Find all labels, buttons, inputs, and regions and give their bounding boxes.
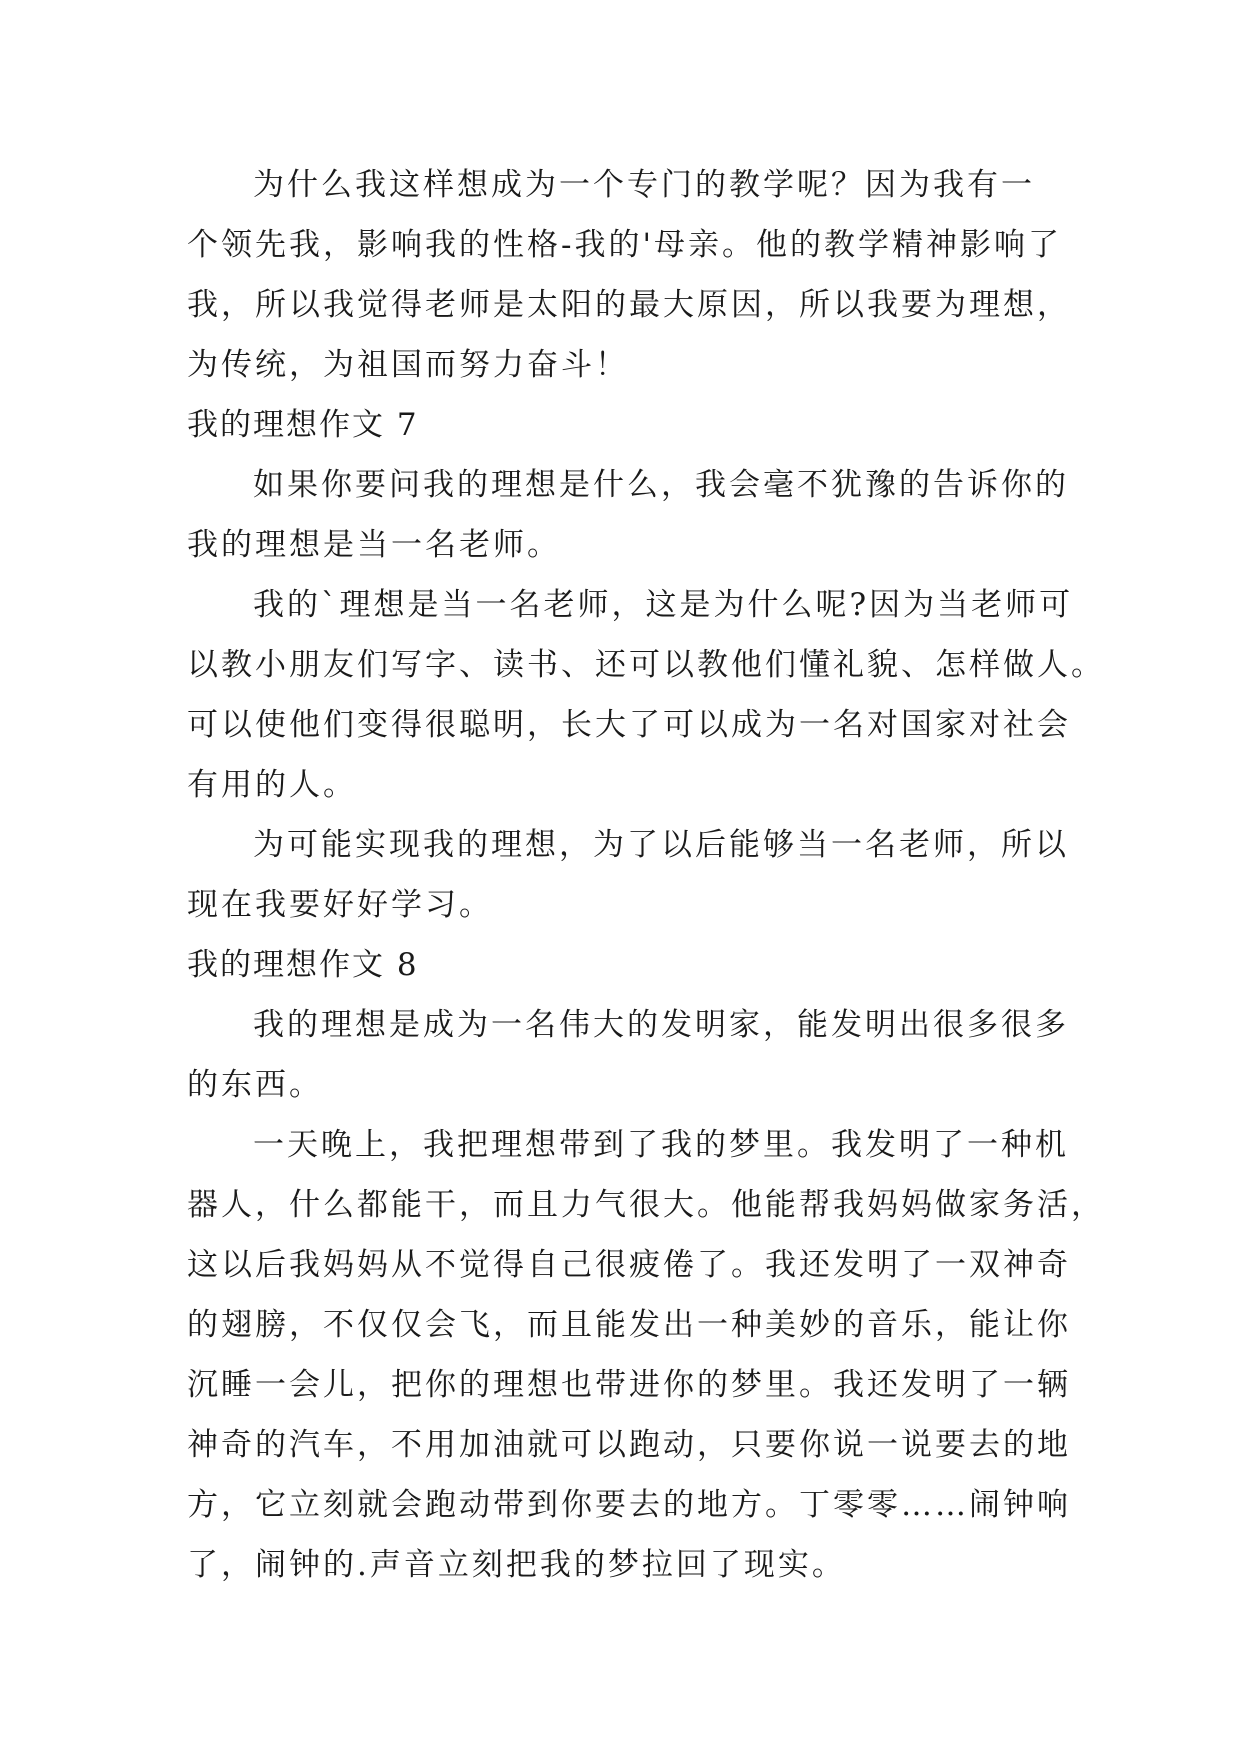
section-heading: 我的理想作文 7 [187, 407, 419, 443]
paragraph-line: 沉睡一会儿，把你的理想也带进你的梦里。我还发明了一辆 [187, 1367, 1071, 1403]
paragraph-line: 有用的人。 [187, 767, 357, 803]
paragraph-line: 方，它立刻就会跑动带到你要去的地方。丁零零……闹钟响 [187, 1487, 1071, 1523]
paragraph-line: 为传统，为祖国而努力奋斗！ [187, 347, 629, 383]
paragraph-line: 以教小朋友们写字、读书、还可以教他们懂礼貌、怎样做人。 [187, 647, 1105, 683]
paragraph-line: 为可能实现我的理想，为了以后能够当一名老师，所以 [253, 827, 1069, 863]
section-heading: 我的理想作文 8 [187, 947, 419, 983]
paragraph-line: 可以使他们变得很聪明，长大了可以成为一名对国家对社会 [187, 707, 1071, 743]
paragraph-line: 现在我要好好学习。 [187, 887, 493, 923]
paragraph-line: 这以后我妈妈从不觉得自己很疲倦了。我还发明了一双神奇 [187, 1247, 1071, 1283]
paragraph-line: 的东西。 [187, 1067, 323, 1103]
paragraph-line: 我的理想是成为一名伟大的发明家，能发明出很多很多 [253, 1007, 1069, 1043]
paragraph-line: 我的理想是当一名老师。 [187, 527, 561, 563]
paragraph-line: 我，所以我觉得老师是太阳的最大原因，所以我要为理想， [187, 287, 1071, 323]
document-body [187, 155, 1105, 1595]
paragraph-line: 如果你要问我的理想是什么，我会毫不犹豫的告诉你的 [253, 467, 1069, 503]
paragraph-line: 个领先我，影响我的性格-我的'母亲。他的教学精神影响了 [187, 227, 1062, 263]
paragraph-line: 了，闹钟的.声音立刻把我的梦拉回了现实。 [187, 1547, 846, 1583]
paragraph-line: 器人，什么都能干，而且力气很大。他能帮我妈妈做家务活， [187, 1187, 1105, 1223]
paragraph-line: 一天晚上，我把理想带到了我的梦里。我发明了一种机 [253, 1127, 1069, 1163]
paragraph-line: 为什么我这样想成为一个专门的教学呢？因为我有一 [253, 167, 1035, 203]
paragraph-line: 的翅膀，不仅仅会飞，而且能发出一种美妙的音乐，能让你 [187, 1307, 1071, 1343]
paragraph-line: 我的`理想是当一名老师，这是为什么呢?因为当老师可 [253, 587, 1074, 623]
paragraph-line: 神奇的汽车，不用加油就可以跑动，只要你说一说要去的地 [187, 1427, 1071, 1463]
